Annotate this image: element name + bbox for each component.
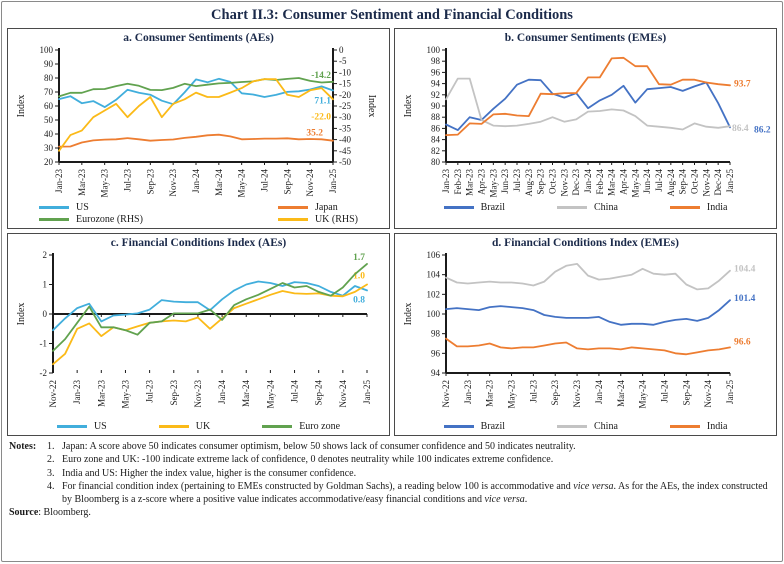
- svg-text:Jan-24: Jan-24: [190, 169, 201, 193]
- svg-text:Jan-24: Jan-24: [582, 169, 593, 193]
- svg-text:Dec-23: Dec-23: [570, 169, 581, 196]
- svg-text:Mar-23: Mar-23: [95, 380, 106, 407]
- legend-item-japan: [278, 202, 358, 213]
- svg-text:Index: Index: [15, 302, 27, 326]
- legend-item-brazil: [444, 202, 505, 213]
- svg-text:80: 80: [43, 73, 53, 83]
- legend-item-uk: [159, 421, 210, 432]
- legend-label: China: [594, 202, 618, 213]
- notes-label: Notes:: [9, 441, 37, 452]
- legend-label: Brazil: [480, 202, 505, 213]
- legend-line-swatch: [278, 218, 308, 221]
- svg-text:96: 96: [430, 67, 440, 78]
- svg-text:Jul-23: Jul-23: [122, 169, 132, 192]
- svg-text:Sep-23: Sep-23: [535, 169, 546, 195]
- svg-text:Nov-24: Nov-24: [702, 380, 713, 408]
- legend-d: [396, 421, 775, 432]
- svg-text:Jan-24: Jan-24: [216, 380, 227, 404]
- svg-text:Sep-23: Sep-23: [549, 380, 560, 406]
- svg-text:30: 30: [43, 143, 53, 153]
- note-number: 1.: [47, 441, 55, 452]
- legend-item-china: [557, 202, 618, 213]
- svg-text:-25: -25: [338, 101, 351, 111]
- svg-text:84: 84: [430, 134, 440, 145]
- legend-line-swatch: [670, 206, 700, 209]
- end-value-label: 71.1: [313, 96, 331, 107]
- svg-text:Jun-23: Jun-23: [499, 169, 510, 194]
- note-item: [47, 480, 775, 507]
- svg-text:Oct-23: Oct-23: [547, 169, 557, 194]
- svg-text:Jul-24: Jul-24: [653, 169, 664, 192]
- end-value-label: 93.7: [733, 79, 751, 90]
- legend-item-uk-rhs-: [278, 214, 358, 225]
- note-number: 3.: [47, 467, 55, 479]
- svg-text:-2: -2: [39, 368, 47, 378]
- legend-c: [9, 421, 388, 432]
- svg-text:May-24: May-24: [637, 380, 648, 409]
- legend-line-swatch: [278, 206, 308, 209]
- legend-label: US: [93, 421, 107, 432]
- note-item: [47, 467, 775, 480]
- legend-label: Euro zone: [299, 421, 341, 432]
- svg-text:Index: Index: [365, 94, 377, 118]
- svg-text:92: 92: [430, 89, 440, 100]
- legend-label: Eurozone (RHS): [76, 214, 143, 225]
- end-value-label: 86.2: [753, 125, 771, 136]
- svg-text:20: 20: [43, 157, 53, 167]
- svg-text:Feb-23: Feb-23: [452, 169, 463, 195]
- svg-text:May-24: May-24: [236, 169, 247, 198]
- legend-line-swatch: [39, 218, 69, 221]
- svg-text:Jan-23: Jan-23: [53, 169, 64, 193]
- svg-text:Index: Index: [402, 302, 414, 326]
- svg-text:Nov-23: Nov-23: [192, 380, 203, 408]
- svg-text:Jul-24: Jul-24: [289, 380, 300, 403]
- panel-financial-conditions-aes: [7, 233, 390, 436]
- panel-a-title: a. Consumer Sentiments (AEs): [123, 32, 274, 44]
- legend-item-euro-zone: [262, 421, 340, 432]
- legend-label: China: [594, 421, 618, 432]
- end-value-label: 0.8: [352, 295, 365, 306]
- svg-text:Jan-24: Jan-24: [593, 380, 604, 404]
- legend-label: Japan: [314, 202, 338, 213]
- svg-text:Nov-24: Nov-24: [700, 169, 711, 197]
- svg-text:May-24: May-24: [629, 168, 640, 198]
- svg-text:Mar-24: Mar-24: [615, 380, 626, 407]
- legend-item-india: [670, 202, 728, 213]
- legend-item-china: [557, 421, 618, 432]
- svg-text:Jun-24: Jun-24: [641, 169, 652, 194]
- svg-text:Jan-25: Jan-25: [724, 380, 735, 404]
- legend-label: UK (RHS): [314, 214, 358, 225]
- legend-line-swatch: [159, 425, 189, 428]
- svg-text:Jul-24: Jul-24: [658, 380, 669, 403]
- svg-text:Jul-24: Jul-24: [259, 169, 269, 192]
- note-text: Euro zone and UK: -100 indicate extreme lack of confidence, 0 denotes neutrality while 100 indicates extreme confidence.: [62, 454, 554, 466]
- svg-text:Index: Index: [402, 94, 414, 118]
- panel-b-title: b. Consumer Sentiments (EMEs): [504, 32, 667, 44]
- svg-text:Sep-24: Sep-24: [677, 169, 688, 195]
- source-line: Source: Bloomberg.: [9, 507, 91, 519]
- svg-text:Sep-24: Sep-24: [281, 169, 292, 195]
- svg-text:88: 88: [430, 112, 440, 123]
- svg-text:Feb-24: Feb-24: [594, 169, 605, 195]
- panel-d-title: d. Financial Conditions Index (EMEs): [492, 237, 679, 249]
- series-euro-zone: [53, 264, 367, 351]
- note-item: [47, 440, 775, 453]
- svg-text:86: 86: [430, 123, 440, 134]
- chart-b-canvas: [400, 44, 772, 202]
- svg-text:100: 100: [39, 45, 53, 55]
- legend-label: UK: [195, 421, 211, 432]
- svg-text:1: 1: [42, 279, 47, 290]
- svg-text:40: 40: [43, 129, 53, 139]
- svg-text:May-24: May-24: [264, 380, 275, 409]
- svg-text:98: 98: [430, 328, 440, 339]
- svg-text:Mar-24: Mar-24: [213, 169, 224, 196]
- svg-text:104: 104: [426, 269, 440, 280]
- panel-financial-conditions-emes: [394, 233, 777, 436]
- svg-text:May-23: May-23: [99, 169, 110, 198]
- svg-text:Index: Index: [15, 94, 27, 118]
- svg-text:Jan-23: Jan-23: [71, 380, 82, 404]
- end-value-label: 101.4: [733, 294, 755, 305]
- legend-item-us: [57, 421, 107, 432]
- svg-text:102: 102: [426, 289, 440, 300]
- legend-label: Brazil: [480, 421, 505, 432]
- svg-text:Nov-22: Nov-22: [47, 380, 58, 408]
- svg-text:94: 94: [430, 368, 440, 378]
- svg-text:Oct-24: Oct-24: [689, 169, 699, 194]
- svg-text:98: 98: [430, 56, 440, 67]
- svg-text:Jan-25: Jan-25: [327, 169, 338, 193]
- svg-text:100: 100: [426, 45, 440, 55]
- note-text: For financial condition index (pertaining to EMEs constructed by Goldman Sachs), a reading below 100 is accommodative and vice versa. As for the AEs, the index constructed by Bloomberg is a z-score where a positive value indicates accommodative/easy financial conditions and vice versa.: [62, 480, 768, 506]
- svg-text:Jul-23: Jul-23: [511, 169, 522, 192]
- panel-grid: [7, 28, 777, 436]
- svg-text:106: 106: [426, 250, 440, 260]
- chart-d-canvas: [400, 249, 772, 421]
- svg-text:Mar-23: Mar-23: [76, 169, 87, 196]
- series-china: [446, 79, 730, 130]
- svg-text:-10: -10: [338, 67, 351, 78]
- figure-title: Chart II.3: Consumer Sentiment and Financial Conditions: [211, 7, 573, 23]
- svg-text:May-23: May-23: [119, 380, 130, 409]
- svg-text:50: 50: [43, 115, 53, 125]
- legend-label: US: [76, 202, 89, 213]
- legend-line-swatch: [57, 425, 87, 428]
- legend-item-us: [39, 202, 143, 213]
- svg-text:Jan-25: Jan-25: [361, 380, 372, 404]
- svg-text:Mar-24: Mar-24: [606, 169, 617, 196]
- legend-line-swatch: [262, 425, 292, 428]
- svg-text:-30: -30: [338, 112, 351, 123]
- source-value: Bloomberg.: [43, 507, 91, 519]
- svg-text:-40: -40: [338, 134, 351, 145]
- series-china: [446, 264, 730, 290]
- svg-text:Apr-23: Apr-23: [476, 169, 486, 195]
- end-value-label: 1.7: [352, 252, 365, 263]
- svg-text:60: 60: [43, 101, 53, 111]
- chart-figure-frame: [1, 1, 783, 562]
- series-india: [446, 339, 730, 355]
- notes-list: [47, 440, 775, 506]
- legend-b: [396, 202, 775, 213]
- svg-text:Sep-24: Sep-24: [313, 380, 324, 406]
- note-text: Japan: A score above 50 indicates consumer optimism, below 50 shows lack of consumer confidence and 50 indicates neutrality.: [62, 441, 576, 452]
- legend-item-india: [670, 421, 728, 432]
- svg-text:82: 82: [430, 145, 440, 156]
- legend-item-brazil: [444, 421, 505, 432]
- end-value-label: 35.2: [305, 128, 323, 139]
- svg-text:Nov-23: Nov-23: [558, 169, 569, 197]
- svg-text:100: 100: [426, 309, 440, 319]
- chart-a-canvas: [13, 44, 385, 202]
- panel-consumer-sentiments-aes: [7, 28, 390, 229]
- svg-text:2: 2: [42, 250, 47, 260]
- svg-text:-20: -20: [338, 89, 351, 100]
- end-value-label: 104.4: [733, 264, 755, 275]
- svg-text:70: 70: [43, 87, 53, 97]
- series-brazil: [446, 300, 730, 325]
- series-japan: [59, 135, 333, 147]
- svg-text:May-23: May-23: [487, 169, 498, 198]
- svg-text:Mar-24: Mar-24: [240, 380, 251, 407]
- series-us: [53, 282, 367, 331]
- svg-text:Jan-25: Jan-25: [724, 169, 735, 193]
- note-text: India and US: Higher the index value, higher is the consumer confidence.: [62, 467, 357, 479]
- svg-text:-5: -5: [338, 56, 346, 67]
- panel-c-title: c. Financial Conditions Index (AEs): [110, 237, 287, 249]
- end-value-label: -14.2: [310, 70, 331, 81]
- legend-a: [9, 202, 388, 225]
- svg-text:Nov-22: Nov-22: [440, 380, 451, 408]
- note-item: [47, 453, 775, 466]
- svg-text:Sep-23: Sep-23: [168, 380, 179, 406]
- end-value-label: 86.4: [731, 124, 749, 135]
- svg-text:Nov-24: Nov-24: [337, 380, 348, 408]
- svg-text:-45: -45: [338, 145, 351, 156]
- svg-text:Sep-23: Sep-23: [144, 169, 155, 195]
- end-value-label: -22.0: [310, 112, 331, 123]
- chart-c-canvas: [13, 249, 385, 421]
- svg-text:Nov-23: Nov-23: [167, 169, 178, 197]
- svg-text:0: 0: [42, 309, 47, 319]
- svg-text:May-23: May-23: [506, 380, 517, 409]
- legend-line-swatch: [557, 425, 587, 428]
- svg-text:96: 96: [430, 348, 440, 359]
- svg-text:-15: -15: [338, 78, 351, 89]
- svg-text:0: 0: [338, 45, 343, 55]
- legend-item-eurozone-rhs-: [39, 214, 143, 225]
- legend-label: India: [706, 202, 728, 213]
- svg-text:Jul-23: Jul-23: [527, 380, 538, 403]
- svg-text:Jan-23: Jan-23: [440, 169, 451, 193]
- svg-text:Jan-23: Jan-23: [462, 380, 473, 404]
- svg-text:Sep-24: Sep-24: [680, 380, 691, 406]
- svg-text:-1: -1: [39, 338, 47, 349]
- svg-text:Dec-24: Dec-24: [712, 169, 723, 196]
- panel-consumer-sentiments-emes: [394, 28, 777, 229]
- end-value-label: 1.0: [352, 271, 365, 282]
- svg-text:Jul-23: Jul-23: [144, 380, 155, 403]
- svg-text:80: 80: [430, 157, 440, 167]
- legend-line-swatch: [444, 206, 474, 209]
- svg-text:90: 90: [43, 59, 53, 69]
- svg-text:Nov-23: Nov-23: [571, 380, 582, 408]
- notes-block: [9, 440, 775, 520]
- svg-text:Mar-23: Mar-23: [464, 169, 475, 196]
- svg-text:Apr-24: Apr-24: [618, 169, 628, 195]
- note-number: 2.: [47, 454, 55, 466]
- note-number: 4.: [47, 480, 55, 492]
- legend-label: India: [706, 421, 728, 432]
- svg-text:Aug-23: Aug-23: [523, 169, 534, 197]
- svg-text:90: 90: [430, 101, 440, 111]
- legend-line-swatch: [39, 206, 69, 209]
- end-value-label: 96.6: [733, 337, 751, 348]
- legend-line-swatch: [444, 425, 474, 428]
- svg-text:Nov-24: Nov-24: [304, 169, 315, 197]
- legend-line-swatch: [670, 425, 700, 428]
- svg-text:Aug-24: Aug-24: [665, 169, 676, 197]
- svg-text:-50: -50: [338, 157, 351, 167]
- svg-text:94: 94: [430, 78, 440, 89]
- svg-text:-35: -35: [338, 123, 351, 134]
- legend-line-swatch: [557, 206, 587, 209]
- svg-text:Mar-23: Mar-23: [484, 380, 495, 407]
